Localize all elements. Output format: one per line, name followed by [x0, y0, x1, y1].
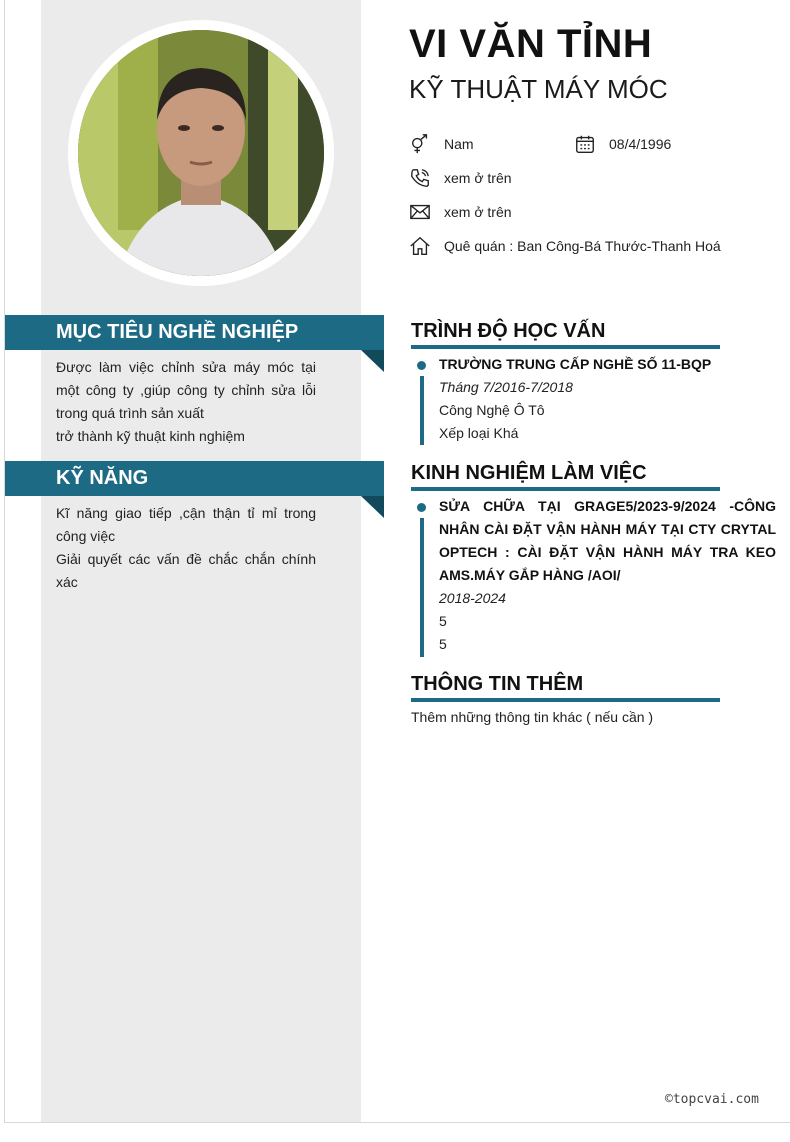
experience-heading: KINH NGHIỆM LÀM VIỆC — [411, 462, 720, 491]
skills-heading: KỸ NĂNG — [5, 461, 384, 496]
education-body — [439, 353, 779, 445]
experience-period: 2018-2024 — [439, 590, 506, 606]
gender-icon — [409, 133, 431, 155]
bullet-dot — [417, 361, 426, 370]
phone-value: xem ở trên — [444, 170, 512, 186]
objective-heading-fold — [361, 350, 384, 372]
avatar-frame — [68, 20, 334, 286]
education-school: TRƯỜNG TRUNG CẤP NGHỀ SỐ 11-BQP — [439, 356, 712, 372]
home-icon — [409, 235, 431, 257]
education-period: Tháng 7/2016-7/2018 — [439, 379, 573, 395]
objective-line: trở thành kỹ thuật kinh nghiệm — [56, 428, 245, 444]
birthdate-row — [574, 133, 671, 155]
skills-text — [56, 502, 316, 594]
additional-heading: THÔNG TIN THÊM — [411, 673, 720, 702]
timeline-line — [420, 376, 424, 445]
watermark: ©topcvai.com — [665, 1092, 759, 1107]
experience-body — [439, 495, 776, 656]
gender-row — [409, 133, 474, 155]
calendar-icon — [574, 133, 596, 155]
candidate-name: VI VĂN TỈNH — [409, 22, 653, 66]
experience-line: 5 — [439, 636, 447, 652]
education-heading: TRÌNH ĐỘ HỌC VẤN — [411, 320, 720, 349]
timeline-line — [420, 518, 424, 657]
skills-line: Kĩ năng giao tiếp ,cận thận tỉ mỉ trong công việc — [56, 505, 316, 544]
address-value: Quê quán : Ban Công-Bá Thước-Thanh Hoá — [444, 238, 721, 254]
skills-line: Giải quyết các vấn đề chắc chắn chính xác — [56, 551, 316, 590]
address-row — [409, 235, 721, 257]
experience-title: SỬA CHỮA TẠI GRAGE5/2023-9/2024 -CÔNG NHÂN CÀI ĐẶT VẬN HÀNH MÁY TẠI CTY CRYTAL OPTECH : CÀI ĐẶT VẬN HÀNH MÁY TRA KEO AMS.MÁY GẮP HÀNG /AOI/ — [439, 498, 776, 583]
email-value: xem ở trên — [444, 204, 512, 220]
phone-icon — [409, 167, 431, 189]
education-rank: Xếp loại Khá — [439, 425, 519, 441]
birthdate-value: 08/4/1996 — [609, 136, 672, 152]
email-row — [409, 201, 512, 223]
experience-line: 5 — [439, 613, 447, 629]
objective-line: Được làm việc chỉnh sửa máy móc tại một công ty ,giúp công ty chỉnh sửa lỗi trong quá trình sản xuất — [56, 359, 316, 421]
objective-text — [56, 356, 316, 448]
skills-heading-fold — [361, 496, 384, 518]
additional-text: Thêm những thông tin khác ( nếu cần ) — [411, 709, 654, 725]
objective-heading: MỤC TIÊU NGHỀ NGHIỆP — [5, 315, 384, 350]
envelope-icon — [409, 201, 431, 223]
job-title: KỸ THUẬT MÁY MÓC — [409, 74, 668, 104]
education-major: Công Nghệ Ô Tô — [439, 402, 545, 418]
cv-page — [4, 0, 790, 1123]
avatar — [78, 30, 324, 276]
gender-value: Nam — [444, 136, 474, 152]
phone-row — [409, 167, 512, 189]
avatar-illustration — [78, 30, 324, 276]
bullet-dot — [417, 503, 426, 512]
